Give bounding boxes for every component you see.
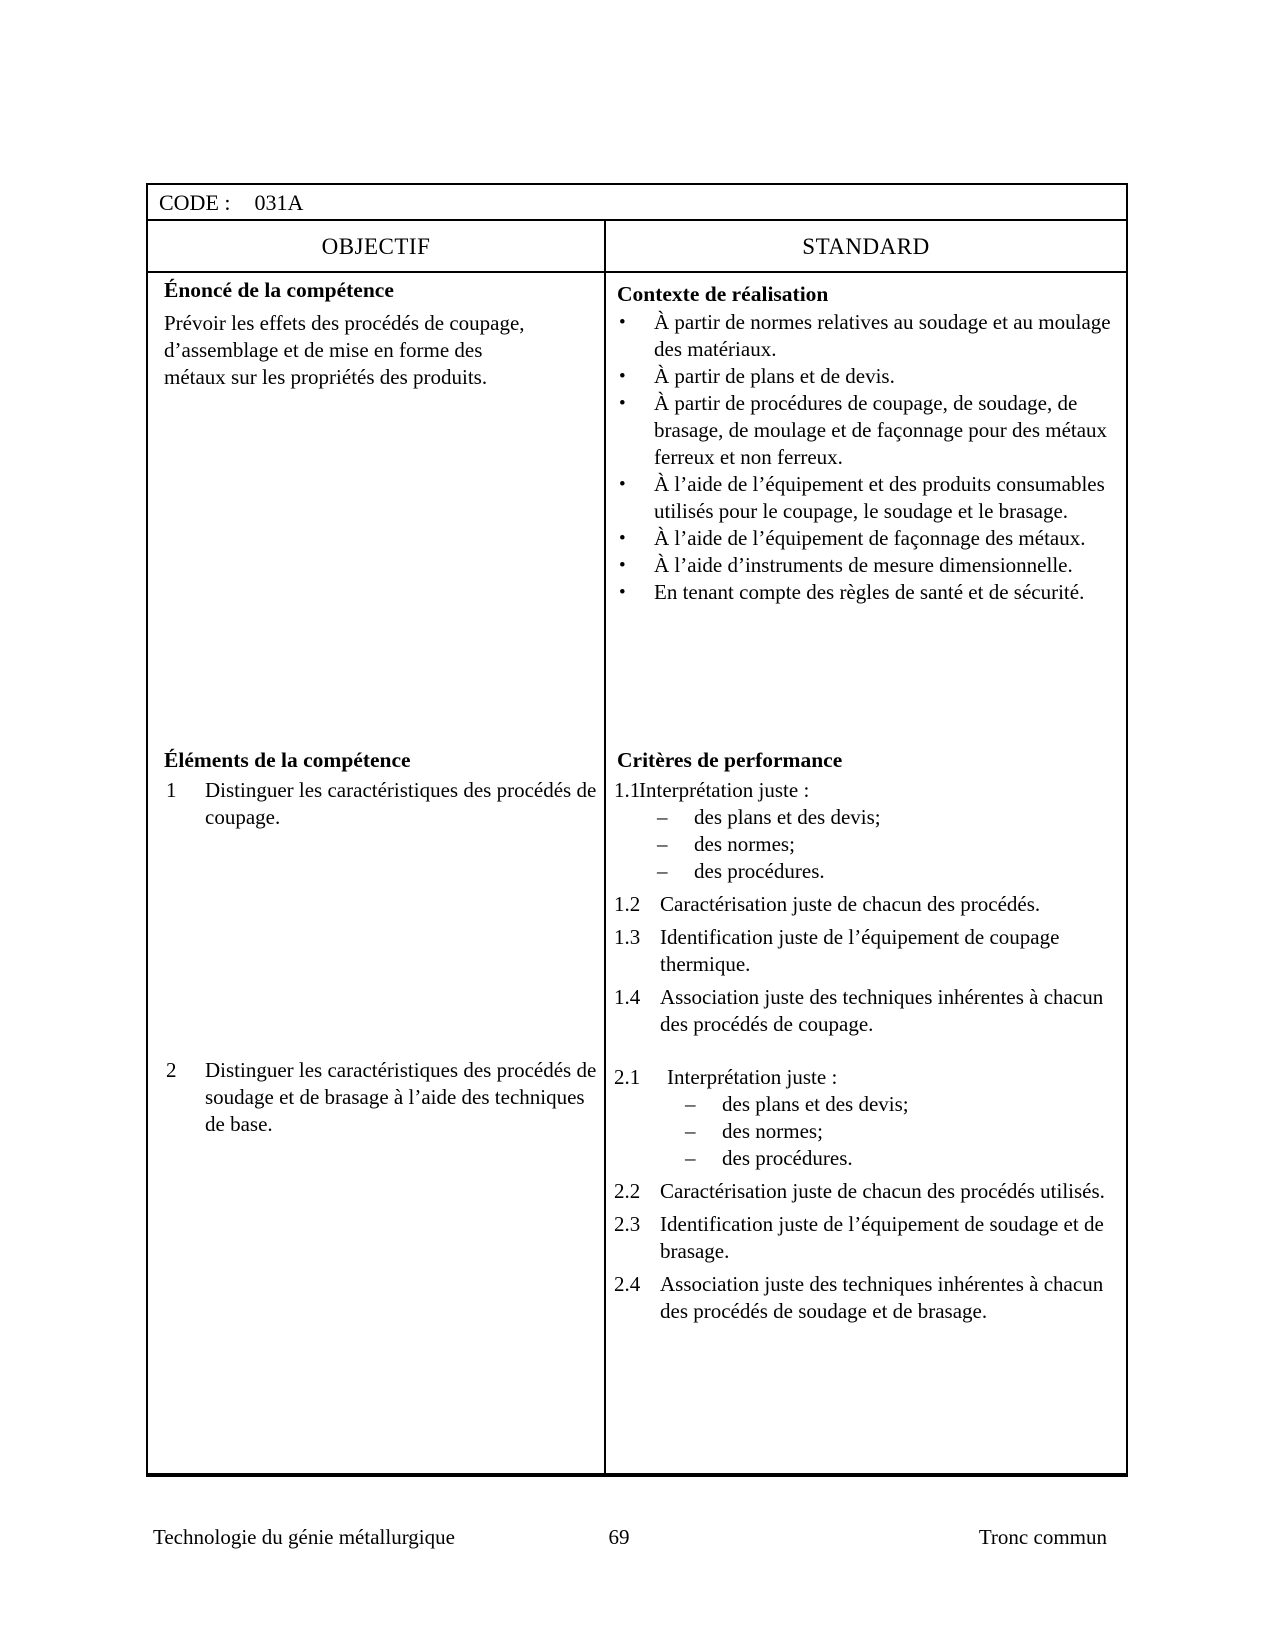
critere-item xyxy=(614,891,1112,918)
content-row xyxy=(148,273,1126,1473)
dash-icon: – xyxy=(685,1119,696,1143)
objectif-column-header: OBJECTIF xyxy=(321,233,431,259)
bullet-text: À partir de procédures de coupage, de soudage, de brasage, de moulage et de façonnage pour des métaux ferreux et non ferreux. xyxy=(654,391,1108,469)
critere-text: Caractérisation juste de chacun des procédés. xyxy=(660,892,1041,916)
critere-sub-item xyxy=(667,1118,1112,1145)
critere-sub-text: des plans et des devis; xyxy=(722,1092,909,1116)
bullet-icon: • xyxy=(619,555,626,576)
critere-sub-text: des procédures. xyxy=(722,1146,853,1170)
footer-document-title: Technologie du génie métallurgique xyxy=(153,1525,455,1549)
code-value: 031A xyxy=(254,189,304,215)
bullet-icon: • xyxy=(619,312,626,333)
element-text: Distinguer les caractéristiques des procédés de coupage. xyxy=(205,778,597,829)
criteres-group-2 xyxy=(614,1064,1112,1331)
critere-item xyxy=(614,1271,1112,1325)
contexte-bullet xyxy=(619,552,1112,579)
critere-text: Identification juste de l’équipement de soudage et de brasage. xyxy=(660,1212,1104,1263)
critere-line: Interprétation juste : xyxy=(639,778,810,802)
critere-text: Caractérisation juste de chacun des procédés utilisés. xyxy=(660,1179,1105,1203)
critere-number: 2.3 xyxy=(614,1212,641,1236)
critere-text: Association juste des techniques inhérentes à chacun des procédés de soudage et de brasage. xyxy=(660,1272,1104,1323)
critere-number: 1.3 xyxy=(614,925,641,949)
critere-sub-item xyxy=(639,858,1112,885)
standard-column-header: STANDARD xyxy=(604,221,1126,271)
bullet-text: En tenant compte des règles de santé et de sécurité. xyxy=(654,580,1085,604)
enonce-text: Prévoir les effets des procédés de coupage, d’assemblage et de mise en forme des métaux sur les propriétés des produits. xyxy=(164,311,525,389)
bullet-icon: • xyxy=(619,366,626,387)
objectif-column xyxy=(148,273,604,1473)
critere-item xyxy=(614,1178,1112,1205)
bullet-icon: • xyxy=(619,528,626,549)
bullet-icon: • xyxy=(619,393,626,414)
critere-number: 2.4 xyxy=(614,1272,641,1296)
critere-text xyxy=(667,1064,1112,1172)
footer-page-number: 69 xyxy=(608,1525,630,1549)
code-label: CODE : xyxy=(159,189,231,215)
dash-icon: – xyxy=(657,805,668,829)
contexte-bullet xyxy=(619,363,1112,390)
contexte-bullet xyxy=(619,390,1112,471)
critere-sub-item xyxy=(639,831,1112,858)
contexte-bullet xyxy=(619,579,1112,606)
critere-item xyxy=(614,777,1112,885)
bullet-text: À l’aide de l’équipement de façonnage des métaux. xyxy=(654,526,1086,550)
bullet-icon: • xyxy=(619,582,626,603)
critere-number: 1.1 xyxy=(614,778,641,802)
element-number: 1 xyxy=(166,778,177,802)
critere-text xyxy=(639,777,1112,885)
bullet-icon: • xyxy=(619,474,626,495)
critere-text: Association juste des techniques inhérentes à chacun des procédés de coupage. xyxy=(660,985,1104,1036)
enonce-block xyxy=(164,277,534,391)
critere-sub-item xyxy=(639,804,1112,831)
criteres-group-1 xyxy=(614,777,1112,1044)
element-text: Distinguer les caractéristiques des procédés de soudage et de brasage à l’aide des techniques de base. xyxy=(205,1058,597,1136)
element-item xyxy=(166,1057,602,1138)
critere-text: Identification juste de l’équipement de coupage thermique. xyxy=(660,925,1060,976)
dash-icon: – xyxy=(657,859,668,883)
dash-icon: – xyxy=(685,1146,696,1170)
critere-item xyxy=(614,1064,1112,1172)
bullet-text: À l’aide de l’équipement et des produits consumables utilisés pour le coupage, le soudage et le brasage. xyxy=(654,472,1105,523)
standard-column xyxy=(604,273,1126,1473)
contexte-bullet xyxy=(619,525,1112,552)
elements-title: Éléments de la compétence xyxy=(164,748,411,772)
critere-item xyxy=(614,984,1112,1038)
critere-number: 2.1 xyxy=(614,1065,641,1089)
criteres-title: Critères de performance xyxy=(617,748,843,772)
element-item xyxy=(166,777,602,831)
dash-icon: – xyxy=(685,1092,696,1116)
enonce-title: Énoncé de la compétence xyxy=(164,278,394,302)
bullet-text: À partir de normes relatives au soudage et au moulage des matériaux. xyxy=(654,310,1111,361)
bullet-text: À l’aide d’instruments de mesure dimensionnelle. xyxy=(654,553,1073,577)
critere-item xyxy=(614,1211,1112,1265)
contexte-bullet xyxy=(619,471,1112,525)
critere-sub-item xyxy=(667,1145,1112,1172)
critere-sub-text: des normes; xyxy=(722,1119,823,1143)
critere-number: 1.2 xyxy=(614,892,641,916)
critere-sub-text: des normes; xyxy=(694,832,795,856)
code-row xyxy=(148,185,1126,221)
contexte-title: Contexte de réalisation xyxy=(617,282,829,306)
dash-icon: – xyxy=(657,832,668,856)
bullet-text: À partir de plans et de devis. xyxy=(654,364,895,388)
element-number: 2 xyxy=(166,1058,177,1082)
critere-item xyxy=(614,924,1112,978)
contexte-bullet xyxy=(619,309,1112,363)
critere-sub-text: des procédures. xyxy=(694,859,825,883)
critere-number: 1.4 xyxy=(614,985,641,1009)
critere-number: 2.2 xyxy=(614,1179,641,1203)
critere-sub-text: des plans et des devis; xyxy=(694,805,881,829)
competency-table xyxy=(146,183,1128,1477)
column-headers-row xyxy=(148,221,1126,273)
footer-section-label: Tronc commun xyxy=(978,1525,1107,1549)
critere-sub-item xyxy=(667,1091,1112,1118)
critere-line: Interprétation juste : xyxy=(667,1065,838,1089)
contexte-bullet-list xyxy=(619,309,1112,606)
